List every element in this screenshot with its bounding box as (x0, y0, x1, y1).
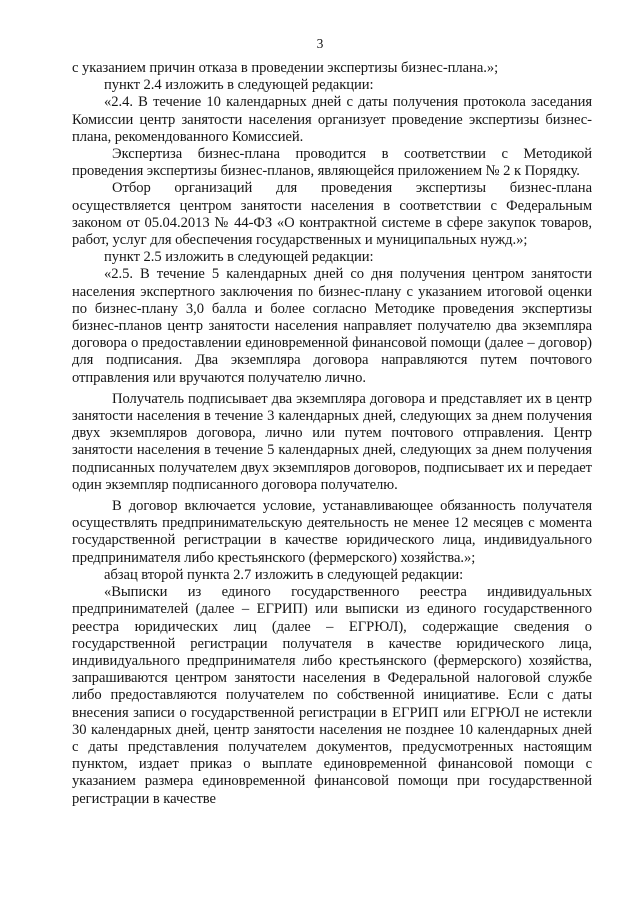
paragraph-2-5-text: «2.5. В течение 5 календарных дней со дня получения центром занятости населения экспертного заключения по бизнес-плану с указанием итоговой оценки по бизнес-плану 3,0 балла и более согласно Методике проведения экспертизы бизнес-планов центр занятости населения направляет получателю два экземпляра договора о предоставлении единовременной финансовой помощи (далее – договор) для подписания. Два экземпляра договора направляются путем почтового отправления или вручаются получателю лично. (72, 266, 592, 386)
paragraph-refusal-reasons: с указанием причин отказа в проведении экспертизы бизнес-плана.»; (72, 60, 499, 76)
paragraph-contract-condition: В договор включается условие, устанавливающее обязанность получателя осуществлять предпринимательскую деятельность не менее 12 месяцев с момента государственной регистрации в качестве юридического лица, индивидуального предпринимателя либо крестьянского (фермерского) хозяйства.»; (72, 498, 592, 566)
page-number: 3 (316, 36, 324, 51)
paragraph-amend-2-7: абзац второй пункта 2.7 изложить в следующей редакции: (104, 566, 464, 583)
paragraph-2-7-text: «Выписки из единого государственного реестра индивидуальных предпринимателей (далее – ЕГРИП) или выписки из единого государственного реестра юридических лиц (далее – ЕГРЮЛ), содержащие сведения о государственной регистрации получателя в качестве юридического лица, индивидуального предпринимателя либо крестьянского (фермерского) хозяйства, запрашиваются центром занятости населения в Федеральной налоговой службе либо предоставляются получателем по собственной инициативе. Если с даты внесения записи о государственной регистрации в ЕГРИП или ЕГРЮЛ не истекли 30 календарных дней, центр занятости населения не позднее 10 календарных дней с даты представления получателем документов, предусмотренных настоящим пунктом, издает приказ о выплате единовременной финансовой помощи с указанием размера единовременной финансовой помощи при государственной регистрации в качестве (72, 584, 592, 807)
paragraph-recipient-signs: Получатель подписывает два экземпляра договора и представляет их в центр занятости населения в течение 3 календарных дней, следующих за днем получения двух экземпляров договора, лично или путем почтового отправления. Центр занятости населения в течение 5 календарных дней, следующих за днем получения подписанных получателем двух экземпляров договоров, подписывает их и передает один экземпляр подписанного договора получателю. (72, 390, 592, 493)
paragraph-amend-2-4: пункт 2.4 изложить в следующей редакции: (104, 77, 374, 94)
paragraph-amend-2-5: пункт 2.5 изложить в следующей редакции: (104, 249, 374, 266)
paragraph-2-4-text: «2.4. В течение 10 календарных дней с даты получения протокола заседания Комиссии центр занятости населения организует проведение экспертизы бизнес-плана, рекомендованного Комиссией. (72, 94, 592, 145)
document-body (72, 60, 592, 808)
paragraph-expertise-method: Экспертиза бизнес-плана проводится в соответствии с Методикой проведения экспертизы бизнес-планов, являющейся приложением № 2 к Порядку. (72, 146, 592, 180)
paragraph-organization-selection: Отбор организаций для проведения экспертизы бизнес-плана осуществляется центром занятости населения в соответствии с Федеральным законом от 05.04.2013 № 44-ФЗ «О контрактной системе в сфере закупок товаров, работ, услуг для обеспечения государственных и муниципальных нужд.»; (72, 180, 592, 249)
